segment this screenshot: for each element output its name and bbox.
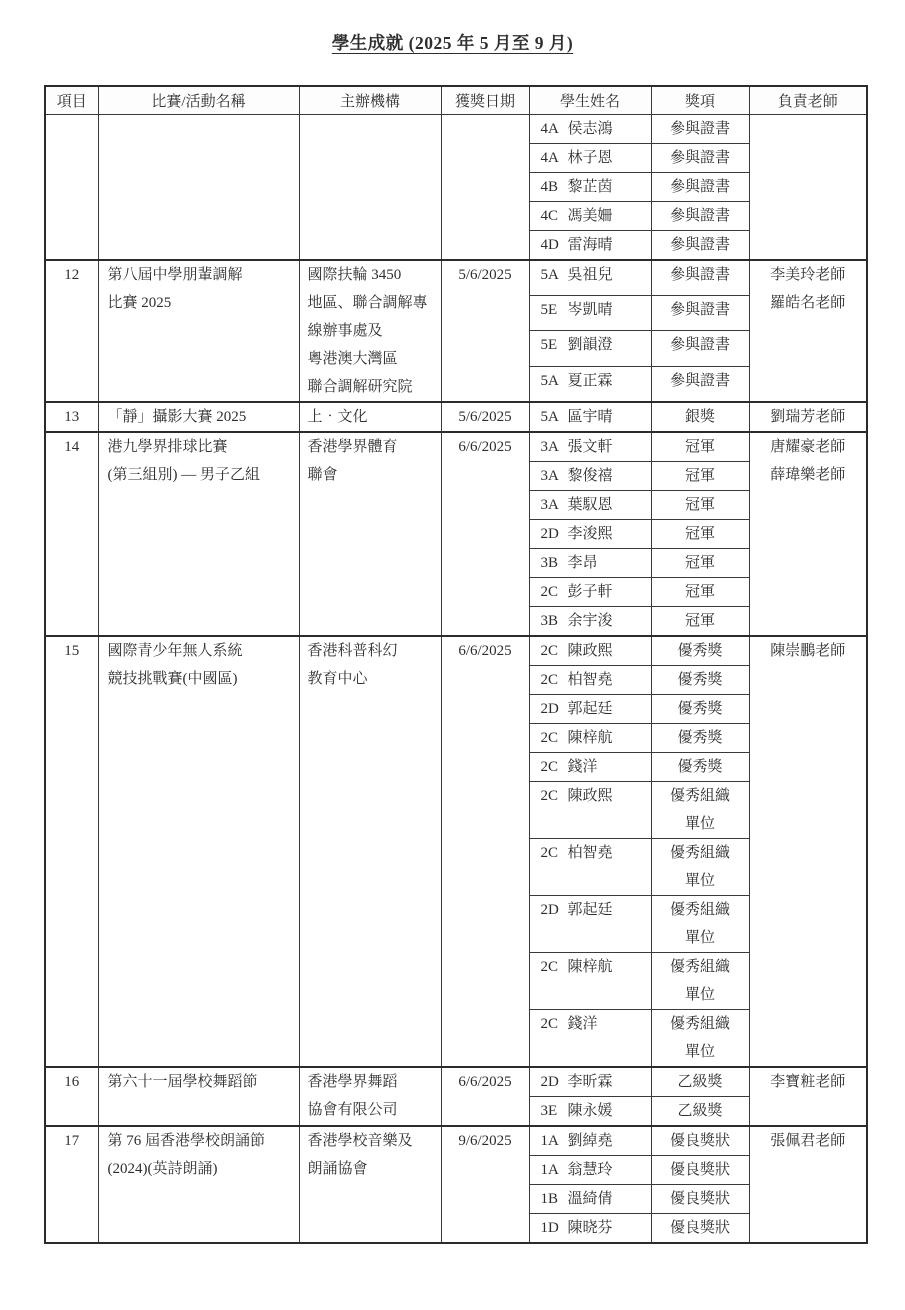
- award-cell: [651, 953, 749, 1010]
- class-code: 4C: [540, 208, 559, 224]
- award-cell: [651, 839, 749, 896]
- student-name: 余宇浚: [567, 613, 613, 629]
- student-name: 雷海晴: [567, 237, 613, 253]
- student-name: 岑凱晴: [567, 302, 613, 319]
- award-cell: [651, 753, 749, 782]
- text-line: 優良獎狀: [669, 1162, 730, 1178]
- award-cell: [651, 724, 749, 753]
- class-code: 5A: [540, 409, 559, 425]
- text-line: 參與證書: [669, 237, 730, 253]
- award-cell: [651, 1010, 749, 1068]
- award-cell: [651, 607, 749, 637]
- student-name: 柏智堯: [567, 845, 613, 861]
- text-line: 冠軍: [684, 468, 715, 484]
- column-header: 獎項: [651, 86, 749, 115]
- text-line: 參與證書: [669, 121, 730, 137]
- class-code: 3A: [540, 468, 559, 484]
- award-date-cell: 5/6/2025: [441, 402, 529, 432]
- column-header: 比賽/活動名稱: [98, 86, 299, 115]
- student-name: 彭子軒: [567, 584, 613, 600]
- student-name: 區宇晴: [567, 409, 613, 425]
- student-name: 馮美姍: [567, 208, 613, 224]
- award-cell: [651, 331, 749, 366]
- student-row: [45, 402, 867, 432]
- text-line: 國際青少年無人系統: [107, 643, 243, 659]
- teacher-cell: [749, 1067, 867, 1126]
- text-line: 參與證書: [669, 179, 730, 195]
- class-code: 4B: [540, 179, 559, 195]
- student-name-cell: [529, 520, 651, 549]
- text-line: 優秀獎: [677, 672, 723, 688]
- award-cell: [651, 695, 749, 724]
- student-name: 郭起廷: [567, 902, 613, 918]
- student-name-cell: [529, 1010, 651, 1068]
- text-line: 第 76 屆香港學校朗誦節: [107, 1133, 266, 1149]
- student-name: 李昕霖: [567, 1074, 613, 1090]
- student-row: [45, 1126, 867, 1156]
- text-line: 薛瑋樂老師: [770, 467, 846, 483]
- text-line: 優秀組織: [669, 788, 730, 804]
- item-no-cell: 12: [45, 260, 98, 402]
- award-cell: [651, 1214, 749, 1244]
- student-name: 李浚熙: [567, 526, 613, 542]
- student-name-cell: [529, 782, 651, 839]
- text-line: 優秀獎: [677, 701, 723, 717]
- student-name: 吳祖兒: [567, 267, 613, 283]
- award-date-cell: 6/6/2025: [441, 636, 529, 1067]
- award-date-cell: 6/6/2025: [441, 1067, 529, 1126]
- competition-name-cell: [98, 115, 299, 261]
- text-line: 線辦事處及: [307, 323, 383, 339]
- text-line: 李美玲老師: [770, 267, 846, 283]
- text-line: 競技挑戰賽(中國區): [107, 671, 238, 687]
- competition-name-cell: [98, 432, 299, 636]
- table-body: [45, 115, 867, 1244]
- competition-name-cell: [98, 402, 299, 432]
- teacher-cell: [749, 636, 867, 1067]
- class-code: 5E: [540, 302, 558, 319]
- class-code: 3B: [540, 613, 559, 629]
- student-name-cell: [529, 1156, 651, 1185]
- award-cell: [651, 115, 749, 144]
- text-line: 張佩君老師: [770, 1133, 846, 1149]
- class-code: 2D: [540, 701, 559, 717]
- student-name-cell: [529, 491, 651, 520]
- class-code: 2C: [540, 643, 559, 659]
- class-code: 4A: [540, 150, 559, 166]
- class-code: 2C: [540, 788, 559, 804]
- text-line: 單位: [684, 987, 715, 1003]
- text-line: 香港學界體育: [307, 439, 398, 455]
- student-name: 錢洋: [567, 1016, 598, 1032]
- student-name-cell: [529, 1126, 651, 1156]
- competition-name-cell: [98, 1067, 299, 1126]
- student-name: 陳梓航: [567, 959, 613, 975]
- award-cell: [651, 202, 749, 231]
- text-line: 單位: [684, 1044, 715, 1060]
- teacher-cell: [749, 115, 867, 261]
- item-no-cell: 14: [45, 432, 98, 636]
- student-name: 夏正霖: [567, 372, 613, 389]
- award-cell: [651, 231, 749, 261]
- student-name-cell: [529, 202, 651, 231]
- class-code: 2C: [540, 845, 559, 861]
- text-line: 銀獎: [684, 409, 715, 425]
- class-code: 1B: [540, 1191, 559, 1207]
- class-code: 3A: [540, 497, 559, 513]
- text-line: 朗誦協會: [307, 1161, 368, 1177]
- student-name: 陳梓航: [567, 730, 613, 746]
- student-name-cell: [529, 695, 651, 724]
- class-code: 1A: [540, 1162, 559, 1178]
- award-cell: [651, 1126, 749, 1156]
- award-cell: [651, 173, 749, 202]
- text-line: 優秀組織: [669, 845, 730, 861]
- text-line: 優秀組織: [669, 959, 730, 975]
- student-name: 溫綺倩: [567, 1191, 613, 1207]
- student-name-cell: [529, 578, 651, 607]
- student-row: [45, 636, 867, 666]
- text-line: 優良獎狀: [669, 1133, 730, 1149]
- class-code: 2C: [540, 959, 559, 975]
- text-line: 上‧文化: [307, 409, 368, 425]
- award-cell: [651, 549, 749, 578]
- class-code: 2D: [540, 526, 559, 542]
- text-line: 教育中心: [307, 671, 368, 687]
- competition-name-cell: [98, 636, 299, 1067]
- column-header: 主辦機構: [299, 86, 441, 115]
- text-line: 參與證書: [669, 302, 730, 319]
- text-line: 冠軍: [684, 497, 715, 513]
- text-line: 冠軍: [684, 526, 715, 542]
- text-line: 第八屆中學朋輩調解: [107, 267, 243, 283]
- text-line: 第六十一屆學校舞蹈節: [107, 1074, 258, 1090]
- student-name: 黎俊禧: [567, 468, 613, 484]
- award-cell: [651, 578, 749, 607]
- text-line: 乙級獎: [677, 1103, 723, 1119]
- award-cell: [651, 366, 749, 402]
- text-line: 國際扶輪 3450: [307, 267, 402, 283]
- class-code: 4D: [540, 237, 559, 253]
- class-code: 5A: [540, 267, 559, 283]
- award-cell: [651, 462, 749, 491]
- student-name-cell: [529, 115, 651, 144]
- student-name: 錢洋: [567, 759, 598, 775]
- text-line: 聯會: [307, 467, 338, 483]
- text-line: 聯合調解研究院: [307, 379, 413, 395]
- table-header-row: [45, 86, 867, 115]
- award-date-cell: [441, 115, 529, 261]
- text-line: 優秀組織: [669, 902, 730, 918]
- class-code: 2C: [540, 672, 559, 688]
- text-line: 冠軍: [684, 584, 715, 600]
- award-cell: [651, 636, 749, 666]
- award-cell: [651, 296, 749, 331]
- student-name: 劉綽堯: [567, 1133, 613, 1149]
- student-name-cell: [529, 366, 651, 402]
- student-name: 陳政熙: [567, 788, 613, 804]
- class-code: 2C: [540, 584, 559, 600]
- text-line: 優秀獎: [677, 730, 723, 746]
- class-code: 1D: [540, 1220, 559, 1236]
- award-cell: [651, 1185, 749, 1214]
- text-line: 乙級獎: [677, 1074, 723, 1090]
- text-line: 陳崇鵬老師: [770, 643, 846, 659]
- text-line: (2024)(英詩朗誦): [107, 1161, 218, 1177]
- item-no-cell: 17: [45, 1126, 98, 1243]
- text-line: 參與證書: [669, 267, 730, 283]
- award-cell: [651, 782, 749, 839]
- teacher-cell: [749, 260, 867, 402]
- text-line: 粵港澳大灣區: [307, 351, 398, 367]
- header-row: [45, 86, 867, 115]
- student-row: [45, 260, 867, 296]
- text-line: 香港學校音樂及: [307, 1133, 413, 1149]
- text-line: 比賽 2025: [107, 295, 172, 311]
- student-name-cell: [529, 724, 651, 753]
- student-name: 翁慧玲: [567, 1162, 613, 1178]
- award-date-cell: 6/6/2025: [441, 432, 529, 636]
- student-name: 張文軒: [567, 439, 613, 455]
- class-code: 2D: [540, 902, 559, 918]
- award-cell: [651, 1067, 749, 1097]
- student-name-cell: [529, 753, 651, 782]
- achievements-table: [44, 85, 868, 1244]
- text-line: 港九學界排球比賽: [107, 439, 228, 455]
- text-line: 協會有限公司: [307, 1102, 398, 1118]
- student-name-cell: [529, 953, 651, 1010]
- student-row: [45, 432, 867, 462]
- text-line: 羅皓名老師: [770, 295, 846, 311]
- student-name: 林子恩: [567, 150, 613, 166]
- student-name: 柏智堯: [567, 672, 613, 688]
- student-name: 李昂: [567, 555, 598, 571]
- student-name-cell: [529, 666, 651, 695]
- student-name-cell: [529, 402, 651, 432]
- text-line: 香港科普科幻: [307, 643, 398, 659]
- class-code: 5E: [540, 337, 558, 354]
- competition-name-cell: [98, 260, 299, 402]
- text-line: 優良獎狀: [669, 1191, 730, 1207]
- student-name-cell: [529, 1214, 651, 1244]
- text-line: 地區、聯合調解專: [307, 295, 428, 311]
- text-line: 參與證書: [669, 208, 730, 224]
- student-name-cell: [529, 331, 651, 366]
- text-line: 單位: [684, 930, 715, 946]
- text-line: 唐耀豪老師: [770, 439, 846, 455]
- text-line: 參與證書: [669, 150, 730, 166]
- text-line: 單位: [684, 873, 715, 889]
- class-code: 2C: [540, 1016, 559, 1032]
- student-name-cell: [529, 462, 651, 491]
- item-no-cell: [45, 115, 98, 261]
- organizer-cell: [299, 260, 441, 402]
- student-name-cell: [529, 296, 651, 331]
- student-name: 陳晓芬: [567, 1220, 613, 1236]
- student-name: 侯志鴻: [567, 121, 613, 137]
- organizer-cell: [299, 1067, 441, 1126]
- text-line: 單位: [684, 816, 715, 832]
- award-date-cell: 5/6/2025: [441, 260, 529, 402]
- award-cell: [651, 1156, 749, 1185]
- text-line: 參與證書: [669, 337, 730, 354]
- text-line: 優秀獎: [677, 759, 723, 775]
- class-code: 2D: [540, 1074, 559, 1090]
- class-code: 4A: [540, 121, 559, 137]
- text-line: 「靜」攝影大賽 2025: [107, 409, 247, 425]
- student-name-cell: [529, 144, 651, 173]
- student-name: 葉馭恩: [567, 497, 613, 513]
- text-line: 優秀組織: [669, 1016, 730, 1032]
- item-no-cell: 15: [45, 636, 98, 1067]
- text-line: 冠軍: [684, 555, 715, 571]
- student-name-cell: [529, 896, 651, 953]
- award-cell: [651, 1097, 749, 1127]
- column-header: 項目: [45, 86, 98, 115]
- text-line: 優秀獎: [677, 643, 723, 659]
- text-line: (第三組別) — 男子乙組: [107, 467, 260, 483]
- item-no-cell: 13: [45, 402, 98, 432]
- student-name-cell: [529, 636, 651, 666]
- student-name: 黎芷茵: [567, 179, 613, 195]
- student-name: 陳永媛: [567, 1103, 613, 1119]
- organizer-cell: [299, 432, 441, 636]
- student-name-cell: [529, 173, 651, 202]
- student-name-cell: [529, 1067, 651, 1097]
- text-line: 香港學界舞蹈: [307, 1074, 398, 1090]
- page-title: 學生成就 (2025 年 5 月至 9 月): [331, 33, 574, 53]
- text-line: 冠軍: [684, 613, 715, 629]
- student-name-cell: [529, 231, 651, 261]
- class-code: 2C: [540, 730, 559, 746]
- class-code: 2C: [540, 759, 559, 775]
- student-name-cell: [529, 839, 651, 896]
- text-line: 冠軍: [684, 439, 715, 455]
- organizer-cell: [299, 636, 441, 1067]
- class-code: 3B: [540, 555, 559, 571]
- competition-name-cell: [98, 1126, 299, 1243]
- organizer-cell: [299, 115, 441, 261]
- award-cell: [651, 432, 749, 462]
- student-name-cell: [529, 260, 651, 296]
- award-cell: [651, 260, 749, 296]
- student-name-cell: [529, 432, 651, 462]
- award-cell: [651, 144, 749, 173]
- class-code: 5A: [540, 372, 559, 389]
- class-code: 3A: [540, 439, 559, 455]
- award-date-cell: 9/6/2025: [441, 1126, 529, 1243]
- text-line: 優良獎狀: [669, 1220, 730, 1236]
- student-name: 郭起廷: [567, 701, 613, 717]
- organizer-cell: [299, 1126, 441, 1243]
- award-cell: [651, 520, 749, 549]
- column-header: 獲獎日期: [441, 86, 529, 115]
- award-cell: [651, 666, 749, 695]
- text-line: 參與證書: [669, 372, 730, 389]
- student-name-cell: [529, 1097, 651, 1127]
- award-cell: [651, 491, 749, 520]
- text-line: 劉瑞芳老師: [770, 409, 846, 425]
- class-code: 1A: [540, 1133, 559, 1149]
- column-header: 負責老師: [749, 86, 867, 115]
- item-no-cell: 16: [45, 1067, 98, 1126]
- student-row: [45, 115, 867, 144]
- teacher-cell: [749, 402, 867, 432]
- organizer-cell: [299, 402, 441, 432]
- student-row: [45, 1067, 867, 1097]
- column-header: 學生姓名: [529, 86, 651, 115]
- student-name-cell: [529, 549, 651, 578]
- student-name-cell: [529, 1185, 651, 1214]
- teacher-cell: [749, 1126, 867, 1243]
- student-name-cell: [529, 607, 651, 637]
- award-cell: [651, 896, 749, 953]
- award-cell: [651, 402, 749, 432]
- student-name: 陳政熙: [567, 643, 613, 659]
- teacher-cell: [749, 432, 867, 636]
- student-name: 劉韻澄: [567, 337, 613, 354]
- class-code: 3E: [540, 1103, 558, 1119]
- text-line: 李寶粧老師: [770, 1074, 846, 1090]
